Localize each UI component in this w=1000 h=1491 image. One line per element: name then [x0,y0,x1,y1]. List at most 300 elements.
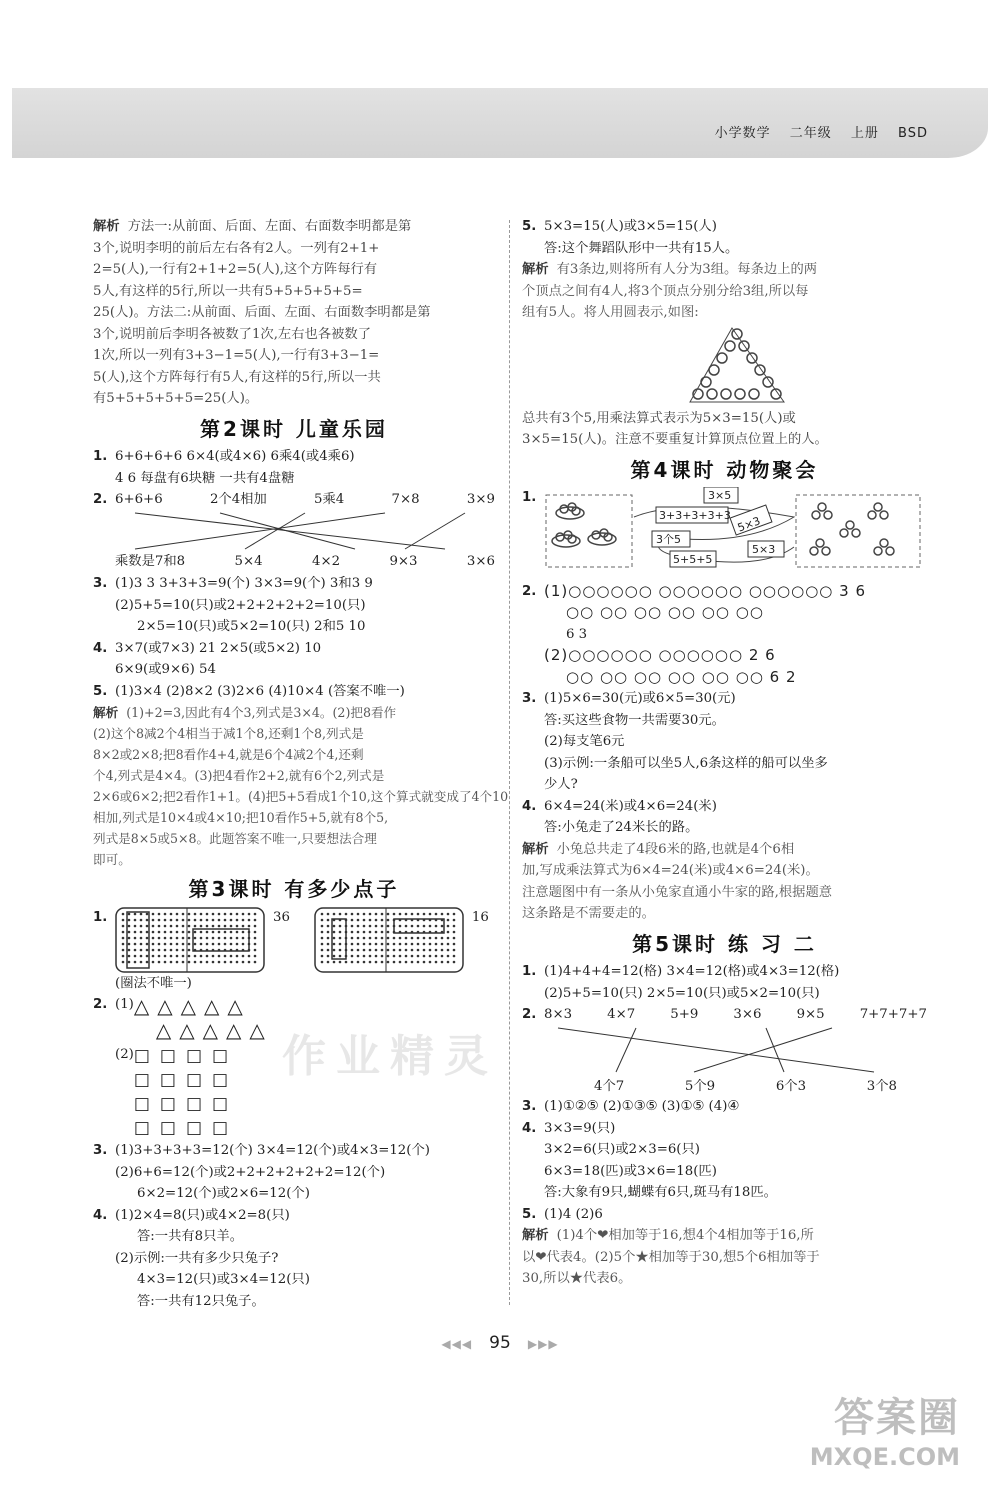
answer-line: ○○ ○○ ○○ ○○ ○○ ○○ [566,603,764,621]
grid-dot [200,918,203,921]
grid-dot [218,960,221,963]
grid-dot [435,942,438,945]
grid-dot [230,960,233,963]
grid-dot [224,918,227,921]
grid-dot [369,948,372,951]
grid-dot [128,924,131,927]
grid-dot [429,948,432,951]
grid-dot [128,960,131,963]
grid-dot [327,918,330,921]
grid-dot [357,930,360,933]
grid-dot [188,948,191,951]
grid-dot [194,954,197,957]
grid-dot [158,936,161,939]
grid-dot [182,930,185,933]
answer-line: (1)4+4+4=12(格) 3×4=12(格)或4×3=12(格) [544,964,840,979]
q5-analysis [93,702,509,870]
text-line: 方法一:从前面、后面、左面、右面数李明都是第 [127,219,412,234]
grid-dot [423,954,426,957]
grid-dot [369,924,372,927]
grid-dot [441,942,444,945]
grid-dot [176,924,179,927]
grid-dot [146,942,149,945]
grid-dot [405,948,408,951]
grid-dot [411,912,414,915]
answer-line: (1)3+3+3+3=12(个) 3×4=12(个)或4×3=12(个) [115,1143,430,1158]
grid-dot [164,948,167,951]
grid-dot [357,960,360,963]
grid-dot [321,948,324,951]
answer-line: 6×9(或9×6) 54 [115,662,216,677]
prev-arrows-icon: ◀◀◀ [441,1337,473,1351]
text-line: 2=5(人),一行有2+1+2=5(人),这个方阵每行有 [93,262,378,277]
question [93,638,495,681]
question-number: 3. [93,1143,108,1158]
grid-dot [188,930,191,933]
answer-line: (1)3×4 (2)8×2 (3)2×6 (4)10×4 (答案不唯一) [115,683,405,699]
grid-dot [164,942,167,945]
answer-line: (2)6+6=12(个)或2+2+2+2+2+2=12(个) [115,1164,386,1180]
grid-dot [447,912,450,915]
grid-dot [212,930,215,933]
grid-dot [158,954,161,957]
grid-dot [327,930,330,933]
answer-line: (2)示例:一共有多少只兔子? [115,1250,279,1266]
question-number: 3. [522,691,537,706]
answer-line: (1)4 (2)6 [544,1206,603,1222]
grid-dot [387,948,390,951]
question-number: 4. [522,798,537,814]
grid-dot [158,960,161,963]
intro-analysis [93,216,495,410]
grid-dot [369,960,372,963]
grid-dot [128,930,131,933]
grid-dot [327,936,330,939]
answer-line: (3)示例:一条船可以坐5人,6条这样的船可以坐多 [544,755,828,771]
grid-dot [254,954,257,957]
match-top-item: 2个4相加 [209,492,267,507]
grid-dot [254,918,257,921]
section-title: 第2课时 儿童乐园 [200,416,388,441]
grid-dot [236,930,239,933]
question [522,688,927,796]
question-number: 2. [522,1007,537,1022]
grid-dot [411,948,414,951]
grid-dot [381,954,384,957]
match-top-item: 4×7 [607,1007,636,1022]
grid-dot [170,912,173,915]
grid-dot [333,960,336,963]
grid-dot [242,930,245,933]
grid-dot [122,924,125,927]
answer-line: (2)5+5=10(只)或2+2+2+2+2=10(只) [115,597,366,613]
grid-dot [194,936,197,939]
grid-dot [321,918,324,921]
grid-dot [134,924,137,927]
grid-dot [164,960,167,963]
grid-dot [254,942,257,945]
grid-dot [417,924,420,927]
grid-dot [363,948,366,951]
grid-dot [236,942,239,945]
grid-dot [429,960,432,963]
answer-line: (1)①②⑤ (2)①③⑤ (3)①⑤ (4)④ [544,1099,740,1114]
question [93,489,495,573]
question-number: 4. [522,1120,537,1136]
grid-dot [254,912,257,915]
grid-dot [182,924,185,927]
grid-dot [351,948,354,951]
answer-line: ○○ ○○ ○○ ○○ ○○ ○○ 6 2 [566,667,797,686]
grid-dot [429,924,432,927]
question-number: 5. [93,683,108,699]
grid-dot [447,954,450,957]
grid-dot [230,912,233,915]
grid-dot [405,942,408,945]
grid-dot [236,912,239,915]
answer-line: 4 6 每盘有6块糖 一共有4盘糖 [115,470,295,486]
section-title: 第4课时 动物聚会 [630,457,819,482]
text-line: 1次,所以一列有3+3−1=5(人),一行有3+3−1= [93,348,380,363]
square-row: □□□□ [133,1046,239,1066]
grid-dot [152,942,155,945]
grid-dot [188,912,191,915]
grid-dot [152,936,155,939]
grid-dot [423,936,426,939]
grid-dot [242,912,245,915]
grid-dot [254,948,257,951]
grid-dot [152,954,155,957]
grid-dot [254,930,257,933]
page-number-bar [0,1333,1000,1353]
grid-dot [122,918,125,921]
text-line: 个顶点之间有4人,将3个顶点分别分给3组,所以每 [522,283,809,299]
grid-dot [182,936,185,939]
grid-dot [405,936,408,939]
answer-note: (圈法不唯一) [115,975,192,991]
grid-dot [140,954,143,957]
grid-dot [188,954,191,957]
question-number: 2. [93,492,108,507]
answer-line: 6×3=18(匹)或3×6=18(匹) [544,1163,717,1179]
card-label: 3×5 [708,489,732,502]
card-label: 3个5 [656,533,681,546]
grid-dot [224,942,227,945]
grid-dot [236,918,239,921]
grid-dot [375,912,378,915]
card-label: 3+3+3+3+3 [659,509,731,522]
grid-dot [218,930,221,933]
grid-dot [429,954,432,957]
q5-analysis [522,1225,927,1290]
grid-dot [447,948,450,951]
grid-dot [327,912,330,915]
header-grade: 二年级 [789,126,832,141]
question-number: 5. [522,219,537,234]
question [93,1205,495,1313]
grid-dot [152,930,155,933]
grid-dot [212,912,215,915]
header-subject: 小学数学 [714,126,771,141]
text-line: 注意题图中有一条从小兔家直通小牛家的路,根据题意 [522,884,833,900]
match-bottom-item: 3×6 [466,553,495,569]
grid-dot [200,912,203,915]
q5-analysis [522,259,927,324]
text-line: 小兔总共走了4段6米的路,也就是4个6相 [556,841,795,857]
question-number: 2. [93,997,108,1012]
grid-dot [339,930,342,933]
grid-dot [387,954,390,957]
grid-dot [176,960,179,963]
grid-dot [146,912,149,915]
grid-dot [405,924,408,927]
grid-dot [339,954,342,957]
grid-dot [134,936,137,939]
grid-dot [351,930,354,933]
grid-dot [381,930,384,933]
grid-dot [128,918,131,921]
grid-dot [140,924,143,927]
text-line: 总共有3个5,用乘法算式表示为5×3=15(人)或 [522,410,796,426]
grid-dot [387,918,390,921]
watermark-text: 作业精灵 [282,1031,498,1082]
grid-dot [393,954,396,957]
answer-line: 2×5=10(只)或5×2=10(只) 2和5 10 [137,619,366,634]
header-text [701,122,928,141]
grid-dot [327,960,330,963]
grid-dot [399,960,402,963]
grid-dot [206,942,209,945]
grid-dot [182,960,185,963]
grid-dot [170,960,173,963]
matching-lines [544,1026,924,1074]
grid-dot [230,930,233,933]
grid-dot [327,948,330,951]
grid-dot [206,912,209,915]
card-label: 5+5+5 [673,553,713,566]
grid-dot [242,924,245,927]
text-line: 3个,说明前后李明各被数了1次,左右也各被数了 [93,326,372,342]
answer-line: 答:一共有8只羊。 [137,1229,244,1244]
question-number: 3. [93,576,108,591]
grid-dot [453,954,456,957]
grid-dot [194,930,197,933]
grid-dot [140,942,143,945]
grid-dot [387,924,390,927]
text-line: 30,所以★代表6。 [522,1271,632,1286]
grid-dot [405,954,408,957]
grid-dot [453,942,456,945]
grid-dot [224,954,227,957]
grid-dot [146,960,149,963]
grid-dot [140,936,143,939]
text-line: 25(人)。方法二:从前面、后面、左面、右面数李明都是第 [93,305,431,320]
grid-dot [417,954,420,957]
answer-line: (2)○○○○○○ ○○○○○○ 2 6 [544,646,776,664]
analysis-label: 解析 [93,705,119,720]
grid-dot [345,960,348,963]
grid-dot [200,954,203,957]
grid-dot [357,936,360,939]
grid-dot [164,930,167,933]
text-line: 个4,列式是4×4。(3)把4看作2+2,就有6个2,列式是 [93,768,385,783]
grid-dot [176,948,179,951]
grid-dot [224,912,227,915]
grid-dot [188,924,191,927]
grid-dot [152,924,155,927]
grid-dot [435,954,438,957]
grid-dot [242,936,245,939]
grid-dot [140,960,143,963]
match-top-item: 5乘4 [314,492,345,507]
grid-dot [333,948,336,951]
grid-dot [399,948,402,951]
grid-dot [146,918,149,921]
match-top-item: 7+7+7+7 [859,1007,927,1022]
grid-dot [369,918,372,921]
grid-dot [435,924,438,927]
card-label: 5×3 [735,514,763,535]
grid-dot [447,924,450,927]
grid-dot [182,912,185,915]
text-line: (1)4个❤相加等于16,想4个4相加等于16,所 [556,1228,814,1243]
question [522,961,927,1004]
answer-line: (2)5+5=10(只) 2×5=10(只)或5×2=10(只) [544,985,820,1001]
grid-dot [387,930,390,933]
grid-dot [128,912,131,915]
grid-dot [146,930,149,933]
grid-dot [134,954,137,957]
grid-dot [453,948,456,951]
grid-dot [140,948,143,951]
question [522,1004,927,1096]
question [522,487,927,581]
next-arrows-icon: ▶▶▶ [527,1337,559,1351]
grid-dot [164,954,167,957]
grid-dot [339,936,342,939]
grid-dot [122,954,125,957]
grid-dot [411,942,414,945]
grid-dot [357,948,360,951]
grid-dot [122,948,125,951]
grid-dot [387,960,390,963]
grid-dot [176,918,179,921]
matching-diagram [115,489,495,573]
grid-dot [381,936,384,939]
grid-dot [224,930,227,933]
grid-dot [453,912,456,915]
grid-dot [170,954,173,957]
grid-dot [381,924,384,927]
grid-dot [176,912,179,915]
grid-dot [351,960,354,963]
grid-dot [441,912,444,915]
grid-dot [453,918,456,921]
grid-dot [122,912,125,915]
grid-dot [399,924,402,927]
grid-dot [122,936,125,939]
grid-dot [140,918,143,921]
grid-dot [333,930,336,933]
text-line: 这条路是不需要走的。 [522,906,655,921]
grid-dot [230,936,233,939]
grid-dot [441,948,444,951]
grid-dot [363,936,366,939]
grid-dot [339,942,342,945]
text-line: 组有5人。将人用圆表示,如图: [522,305,699,320]
answer-line: 答:买这些食物一共需要30元。 [544,712,725,728]
grid-dot [423,912,426,915]
grid-dot [194,960,197,963]
grid-dot [212,960,215,963]
grid-dot [218,912,221,915]
text-line: 即可。 [93,852,131,867]
grid-dot [188,936,191,939]
grid-dot [206,960,209,963]
section-title: 第3课时 有多少点子 [188,877,400,901]
match-bottom-item: 5个9 [684,1078,716,1094]
grid-dot [134,918,137,921]
grid-dot [429,936,432,939]
grid-dot [327,942,330,945]
grid-dot [212,924,215,927]
answer-line: 6×2=12(个)或2×6=12(个) [137,1186,310,1201]
grid-dot [369,936,372,939]
match-bottom-item: 乘数是7和8 [115,553,186,569]
grid-dot [429,912,432,915]
watermark-site: MXQE.COM [809,1443,960,1471]
grid-dot [236,936,239,939]
grid-dot [453,936,456,939]
grid-dot [176,942,179,945]
grid-dot [206,924,209,927]
grid-dot [357,942,360,945]
grid-dot [188,942,191,945]
grid-dot [363,912,366,915]
grid-dot [134,912,137,915]
grid-dot [122,930,125,933]
grid-dot [176,954,179,957]
grid-dot [200,942,203,945]
match-bottom-item: 9×3 [389,553,418,569]
match-bottom-item: 4个7 [594,1078,625,1094]
match-top-item: 7×8 [391,492,420,507]
grid-dot [447,960,450,963]
grid-dot [375,924,378,927]
match-top-item: 5+9 [670,1007,699,1022]
grid-dot [381,948,384,951]
grid-dot [369,942,372,945]
grid-dot [248,918,251,921]
text-line: 加,写成乘法算式为6×4=24(米)或4×6=24(米)。 [522,863,819,878]
grid-dot [435,912,438,915]
grid-dot [254,924,257,927]
grid-dot [423,960,426,963]
text-line: 3个,说明李明的前后左右各有2人。一列有2+1+ [93,240,380,256]
grid-dot [447,918,450,921]
grid-dot [423,924,426,927]
grid-dot [441,924,444,927]
grid-dot [369,912,372,915]
grid-dot [188,960,191,963]
grid-dot [417,942,420,945]
grid-dot [447,930,450,933]
header-volume: 上册 [850,126,879,141]
grid-dot [399,912,402,915]
dot-grid-right [314,907,464,973]
right-column [522,216,927,1290]
grid-dot [254,960,257,963]
